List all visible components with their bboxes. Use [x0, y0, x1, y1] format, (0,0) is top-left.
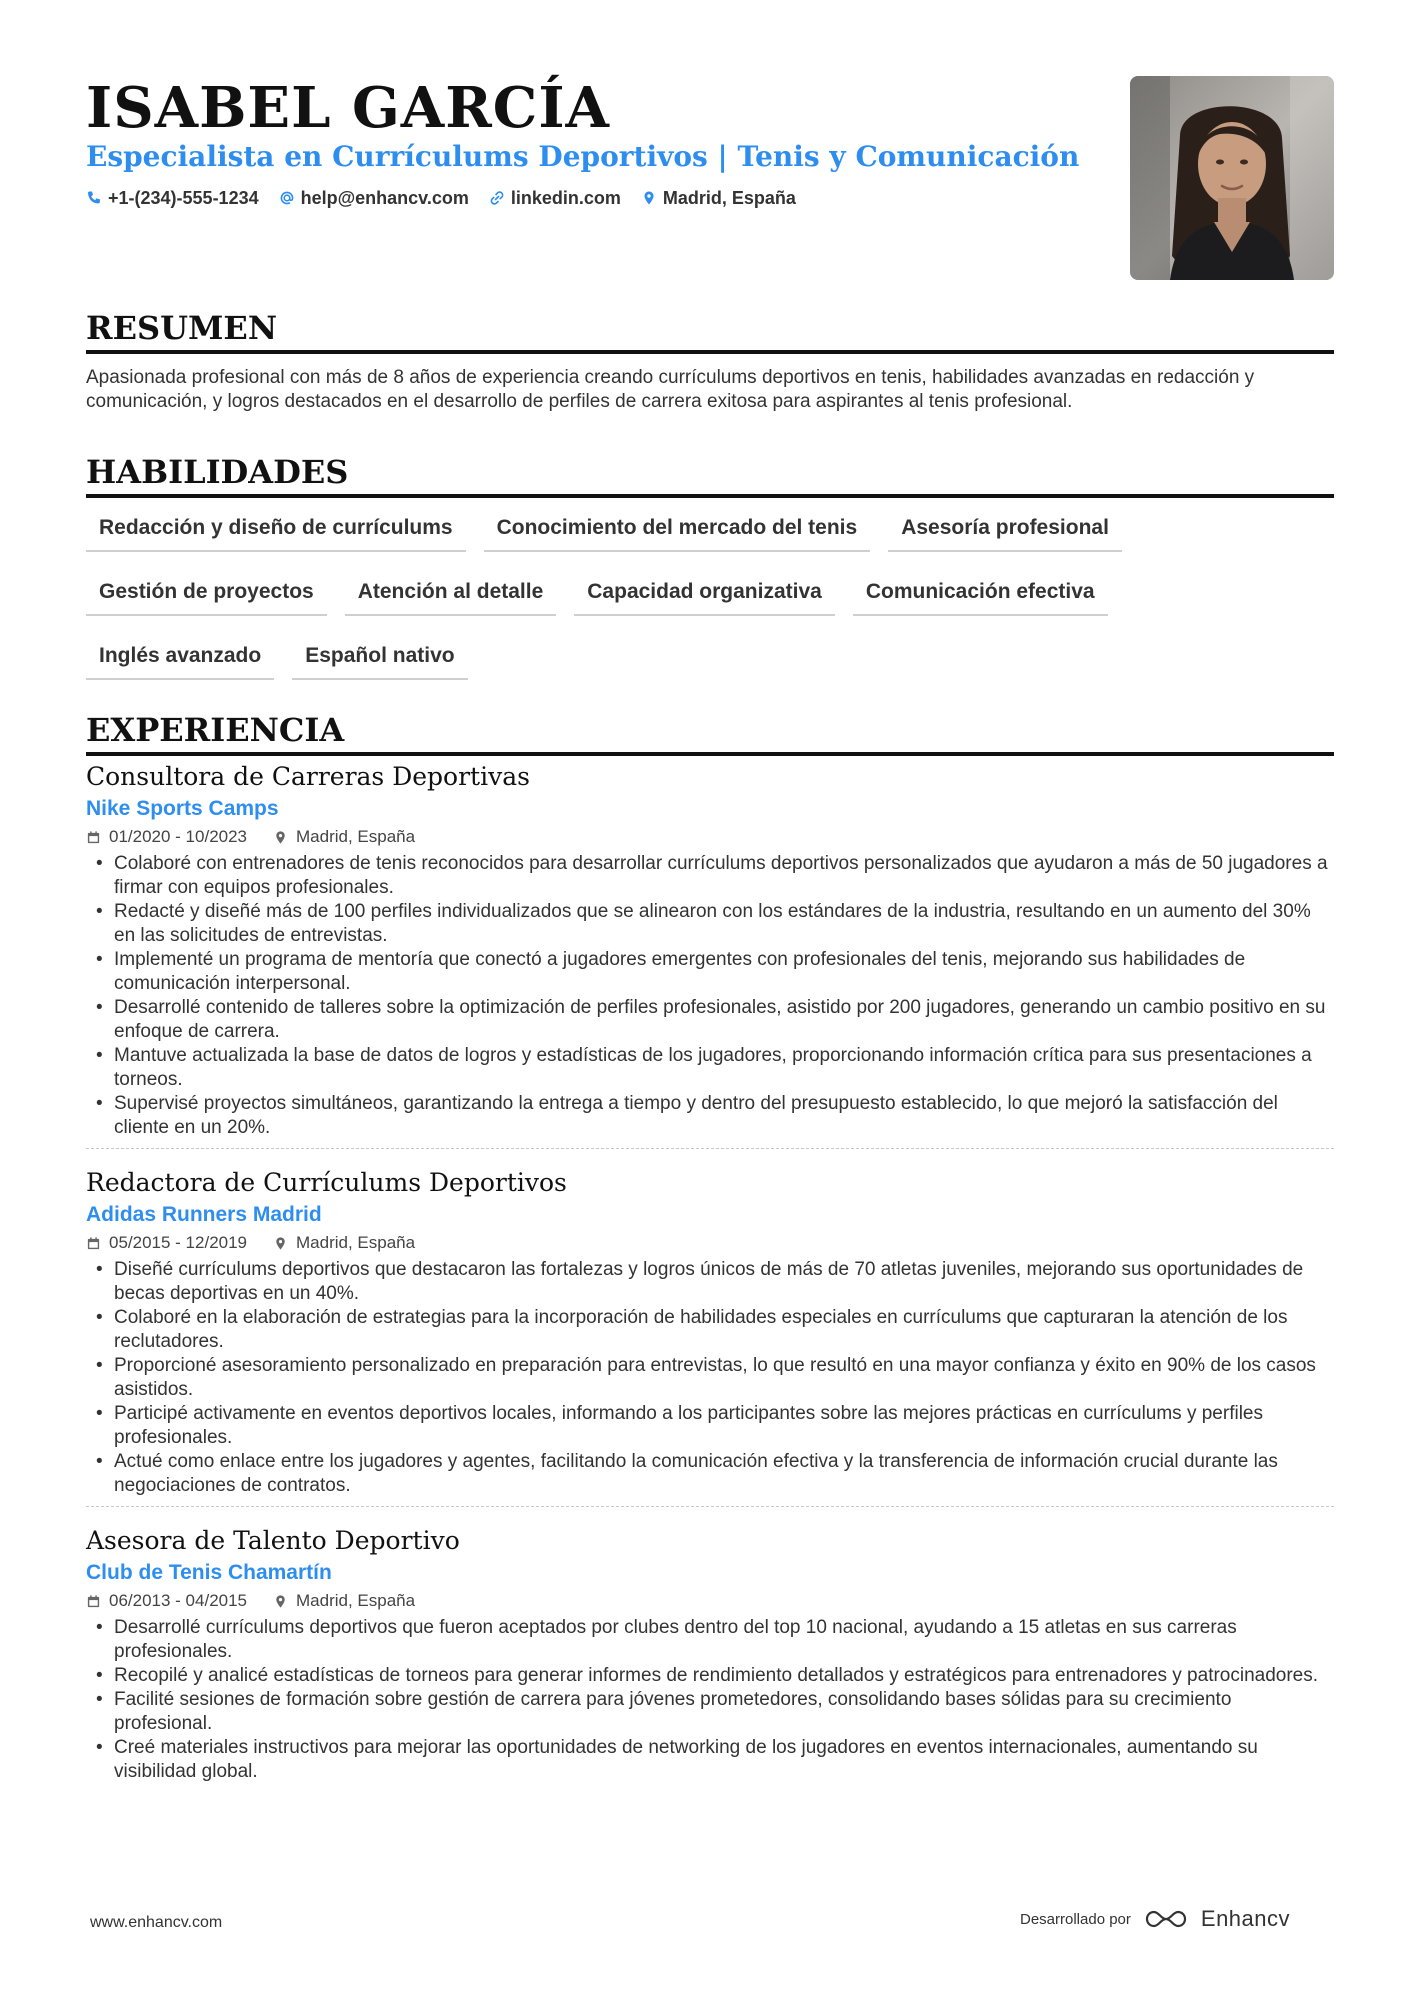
resume-page: [86, 0, 1334, 1995]
footer-brand: Enhancv: [1200, 1906, 1291, 1931]
experience-entry: [86, 760, 1334, 1149]
job-bullets: [86, 1258, 1334, 1498]
job-bullet: • Mantuve actualizada la base de datos de logros y estadísticas de los jugadores, proporcionando información crítica para sus presentaciones a torneos.: [86, 1044, 1334, 1092]
skill-tag: Capacidad organizativa: [574, 574, 835, 616]
skills-row: [86, 574, 1334, 616]
calendar-icon: [86, 1236, 101, 1251]
job-bullet: • Supervisé proyectos simultáneos, garantizando la entrega a tiempo y dentro del presupuesto establecido, lo que mejoró la satisfacción del cliente en un 20%.: [86, 1092, 1334, 1140]
calendar-icon: [86, 1594, 101, 1609]
skills-list: [86, 510, 1334, 702]
location-pin-icon: [273, 830, 288, 845]
entry-divider: [86, 1148, 1334, 1149]
experience-entry: [86, 1524, 1334, 1784]
job-bullet: • Creé materiales instructivos para mejorar las oportunidades de networking de los jugadores en eventos internacionales, aumentando su visibilidad global.: [86, 1736, 1334, 1784]
skills-section-title: HABILIDADES: [86, 452, 1334, 498]
job-dates: 01/2020 - 10/2023: [109, 827, 248, 846]
job-company[interactable]: Adidas Runners Madrid: [86, 1203, 322, 1226]
job-location: Madrid, España: [296, 1233, 416, 1252]
job-company[interactable]: Nike Sports Camps: [86, 797, 279, 820]
summary-text: Apasionada profesional con más de 8 años de experiencia creando currículums deportivos en tenis, habilidades avanzadas en redacción y comunicación, y logros destacados en el desarrollo de perfiles de carrera exitosa para aspirantes al tenis profesional.: [86, 367, 1255, 412]
skills-row: [86, 638, 1334, 680]
job-bullet: • Colaboré en la elaboración de estrategias para la incorporación de habilidades especiales en currículums que capturaran la atención de los reclutadores.: [86, 1306, 1334, 1354]
contact-email[interactable]: [279, 186, 469, 210]
job-company[interactable]: Club de Tenis Chamartín: [86, 1561, 332, 1584]
job-bullet: • Redacté y diseñé más de 100 perfiles individualizados que se alinearon con los estándares de la industria, resultando en un aumento del 30% en las solicitudes de entrevistas.: [86, 900, 1334, 948]
summary-section-title: RESUMEN: [86, 308, 1334, 354]
enhancv-logo-icon: [1143, 1907, 1189, 1931]
job-bullets: [86, 1616, 1334, 1784]
skill-tag: Inglés avanzado: [86, 638, 274, 680]
job-bullet: • Actué como enlace entre los jugadores y agentes, facilitando la comunicación efectiva y la transferencia de información crucial durante las negociaciones de contratos.: [86, 1450, 1334, 1498]
footer-website[interactable]: www.enhancv.com: [90, 1914, 223, 1931]
job-role: Redactora de Currículums Deportivos: [86, 1168, 567, 1197]
candidate-subtitle: Especialista en Currículums Deportivos | Tenis y Comunicación: [86, 140, 1080, 173]
experience-entry: [86, 1166, 1334, 1507]
experience-section-title: EXPERIENCIA: [86, 710, 1334, 756]
entry-divider: [86, 1506, 1334, 1507]
link-icon: [489, 190, 505, 206]
job-bullet: • Proporcioné asesoramiento personalizado en preparación para entrevistas, lo que resultó en una mayor confianza y éxito en 90% de los casos asistidos.: [86, 1354, 1334, 1402]
job-bullet: • Implementé un programa de mentoría que conectó a jugadores emergentes con profesionales del tenis, mejorando sus habilidades de comunicación interpersonal.: [86, 948, 1334, 996]
phone-icon: [86, 190, 102, 206]
skill-tag: Español nativo: [292, 638, 467, 680]
location-pin-icon: [273, 1594, 288, 1609]
job-role: Consultora de Carreras Deportivas: [86, 762, 530, 791]
at-icon: [279, 190, 295, 206]
job-bullet: • Desarrollé currículums deportivos que fueron aceptados por clubes dentro del top 10 nacional, ayudando a 15 atletas en sus carreras profesionales.: [86, 1616, 1334, 1664]
job-dates: 06/2013 - 04/2015: [109, 1591, 248, 1610]
skill-tag: Atención al detalle: [345, 574, 557, 616]
contact-phone[interactable]: [86, 186, 259, 210]
contact-location: [641, 186, 796, 210]
job-bullet: • Facilité sesiones de formación sobre gestión de carrera para jóvenes prometedores, consolidando bases sólidas para su crecimiento profesional.: [86, 1688, 1334, 1736]
job-meta: [86, 1588, 1334, 1614]
footer-branding[interactable]: [1020, 1906, 1290, 1932]
skill-tag: Asesoría profesional: [888, 510, 1122, 552]
skill-tag: Comunicación efectiva: [853, 574, 1108, 616]
job-bullet: • Diseñé currículums deportivos que destacaron las fortalezas y logros únicos de más de 70 atletas juveniles, mejorando sus oportunidades de becas deportivas en un 40%.: [86, 1258, 1334, 1306]
job-bullet: • Colaboré con entrenadores de tenis reconocidos para desarrollar currículums deportivos personalizados que ayudaron a más de 50 jugadores a firmar con equipos profesionales.: [86, 852, 1334, 900]
contact-linkedin-text: linkedin.com: [510, 188, 621, 208]
job-bullet: • Desarrollé contenido de talleres sobre la optimización de perfiles profesionales, asistido por 200 jugadores, generando un cambio positivo en su enfoque de carrera.: [86, 996, 1334, 1044]
job-meta: [86, 824, 1334, 850]
location-pin-icon: [273, 1236, 288, 1251]
job-role: Asesora de Talento Deportivo: [86, 1526, 460, 1555]
contact-bar: [86, 186, 796, 210]
candidate-name: ISABEL GARCÍA: [86, 75, 610, 141]
skills-row: [86, 510, 1334, 552]
job-dates: 05/2015 - 12/2019: [109, 1233, 248, 1252]
skill-tag: Redacción y diseño de currículums: [86, 510, 466, 552]
skill-tag: Gestión de proyectos: [86, 574, 327, 616]
contact-location-text: Madrid, España: [662, 188, 796, 208]
profile-photo: [1130, 76, 1334, 280]
calendar-icon: [86, 830, 101, 845]
skill-tag: Conocimiento del mercado del tenis: [484, 510, 871, 552]
job-bullet: • Recopilé y analicé estadísticas de torneos para generar informes de rendimiento detallados y estratégicos para entrenadores y patrocinadores.: [86, 1664, 1334, 1688]
location-icon: [641, 190, 657, 206]
contact-linkedin[interactable]: [489, 186, 621, 210]
footer-powered-by: Desarrollado por: [1020, 1910, 1131, 1928]
contact-phone-text: +1-(234)-555-1234: [108, 188, 259, 208]
job-bullet: • Participé activamente en eventos deportivos locales, informando a los participantes sobre las mejores prácticas en currículums y perfiles profesionales.: [86, 1402, 1334, 1450]
job-location: Madrid, España: [296, 1591, 416, 1610]
contact-email-text: help@enhancv.com: [300, 188, 469, 208]
job-location: Madrid, España: [296, 827, 416, 846]
job-bullets: [86, 852, 1334, 1140]
job-meta: [86, 1230, 1334, 1256]
